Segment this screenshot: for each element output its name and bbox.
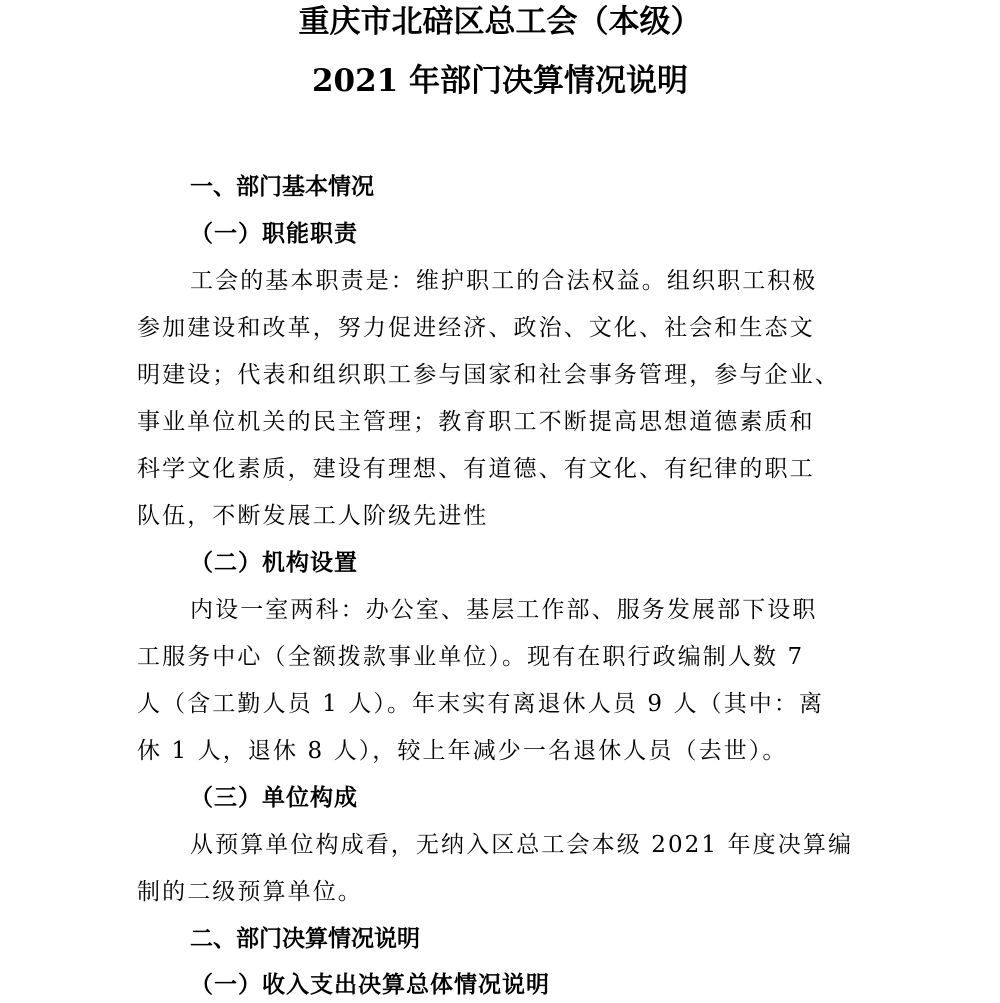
paragraph-line: 制的二级预算单位。 [137, 879, 363, 905]
paragraph-line: 明建设；代表和组织职工参与国家和社会事务管理，参与企业、 [137, 362, 840, 388]
paragraph-line: 从预算单位构成看，无纳入区总工会本级 2021 年度决算编 [190, 832, 854, 858]
subsection-2-1-heading: （一）收入支出决算总体情况说明 [190, 971, 550, 998]
paragraph-line: 队伍，不断发展工人阶级先进性 [137, 503, 489, 529]
paragraph-line: 内设一室两科：办公室、基层工作部、服务发展部下设职 [190, 597, 818, 623]
paragraph-line: 工服务中心（全额拨款事业单位）。现有在职行政编制人数 7 [137, 644, 805, 670]
paragraph-line: 参加建设和改革，努力促进经济、政治、文化、社会和生态文 [137, 315, 815, 341]
document-title-line2: 2021 年部门决算情况说明 [311, 63, 689, 99]
paragraph-line: 工会的基本职责是：维护职工的合法权益。组织职工积极 [190, 268, 818, 294]
section-2-heading: 二、部门决算情况说明 [190, 926, 420, 952]
paragraph-line: 人（含工勤人员 1 人）。年末实有离退休人员 9 人（其中：离 [137, 691, 825, 717]
paragraph-line: 休 1 人，退休 8 人），较上年减少一名退休人员（去世）。 [137, 738, 788, 764]
subsection-1-3-heading: （三）单位构成 [190, 784, 358, 811]
paragraph-line: 科学文化素质，建设有理想、有道德、有文化、有纪律的职工 [137, 456, 815, 482]
section-1-heading: 一、部门基本情况 [190, 174, 374, 200]
paragraph-line: 事业单位机关的民主管理；教育职工不断提高思想道德素质和 [137, 409, 815, 435]
document-title-line1: 重庆市北碚区总工会（本级） [298, 4, 702, 40]
subsection-1-1-heading: （一）职能职责 [190, 220, 358, 247]
subsection-1-2-heading: （二）机构设置 [190, 549, 358, 576]
